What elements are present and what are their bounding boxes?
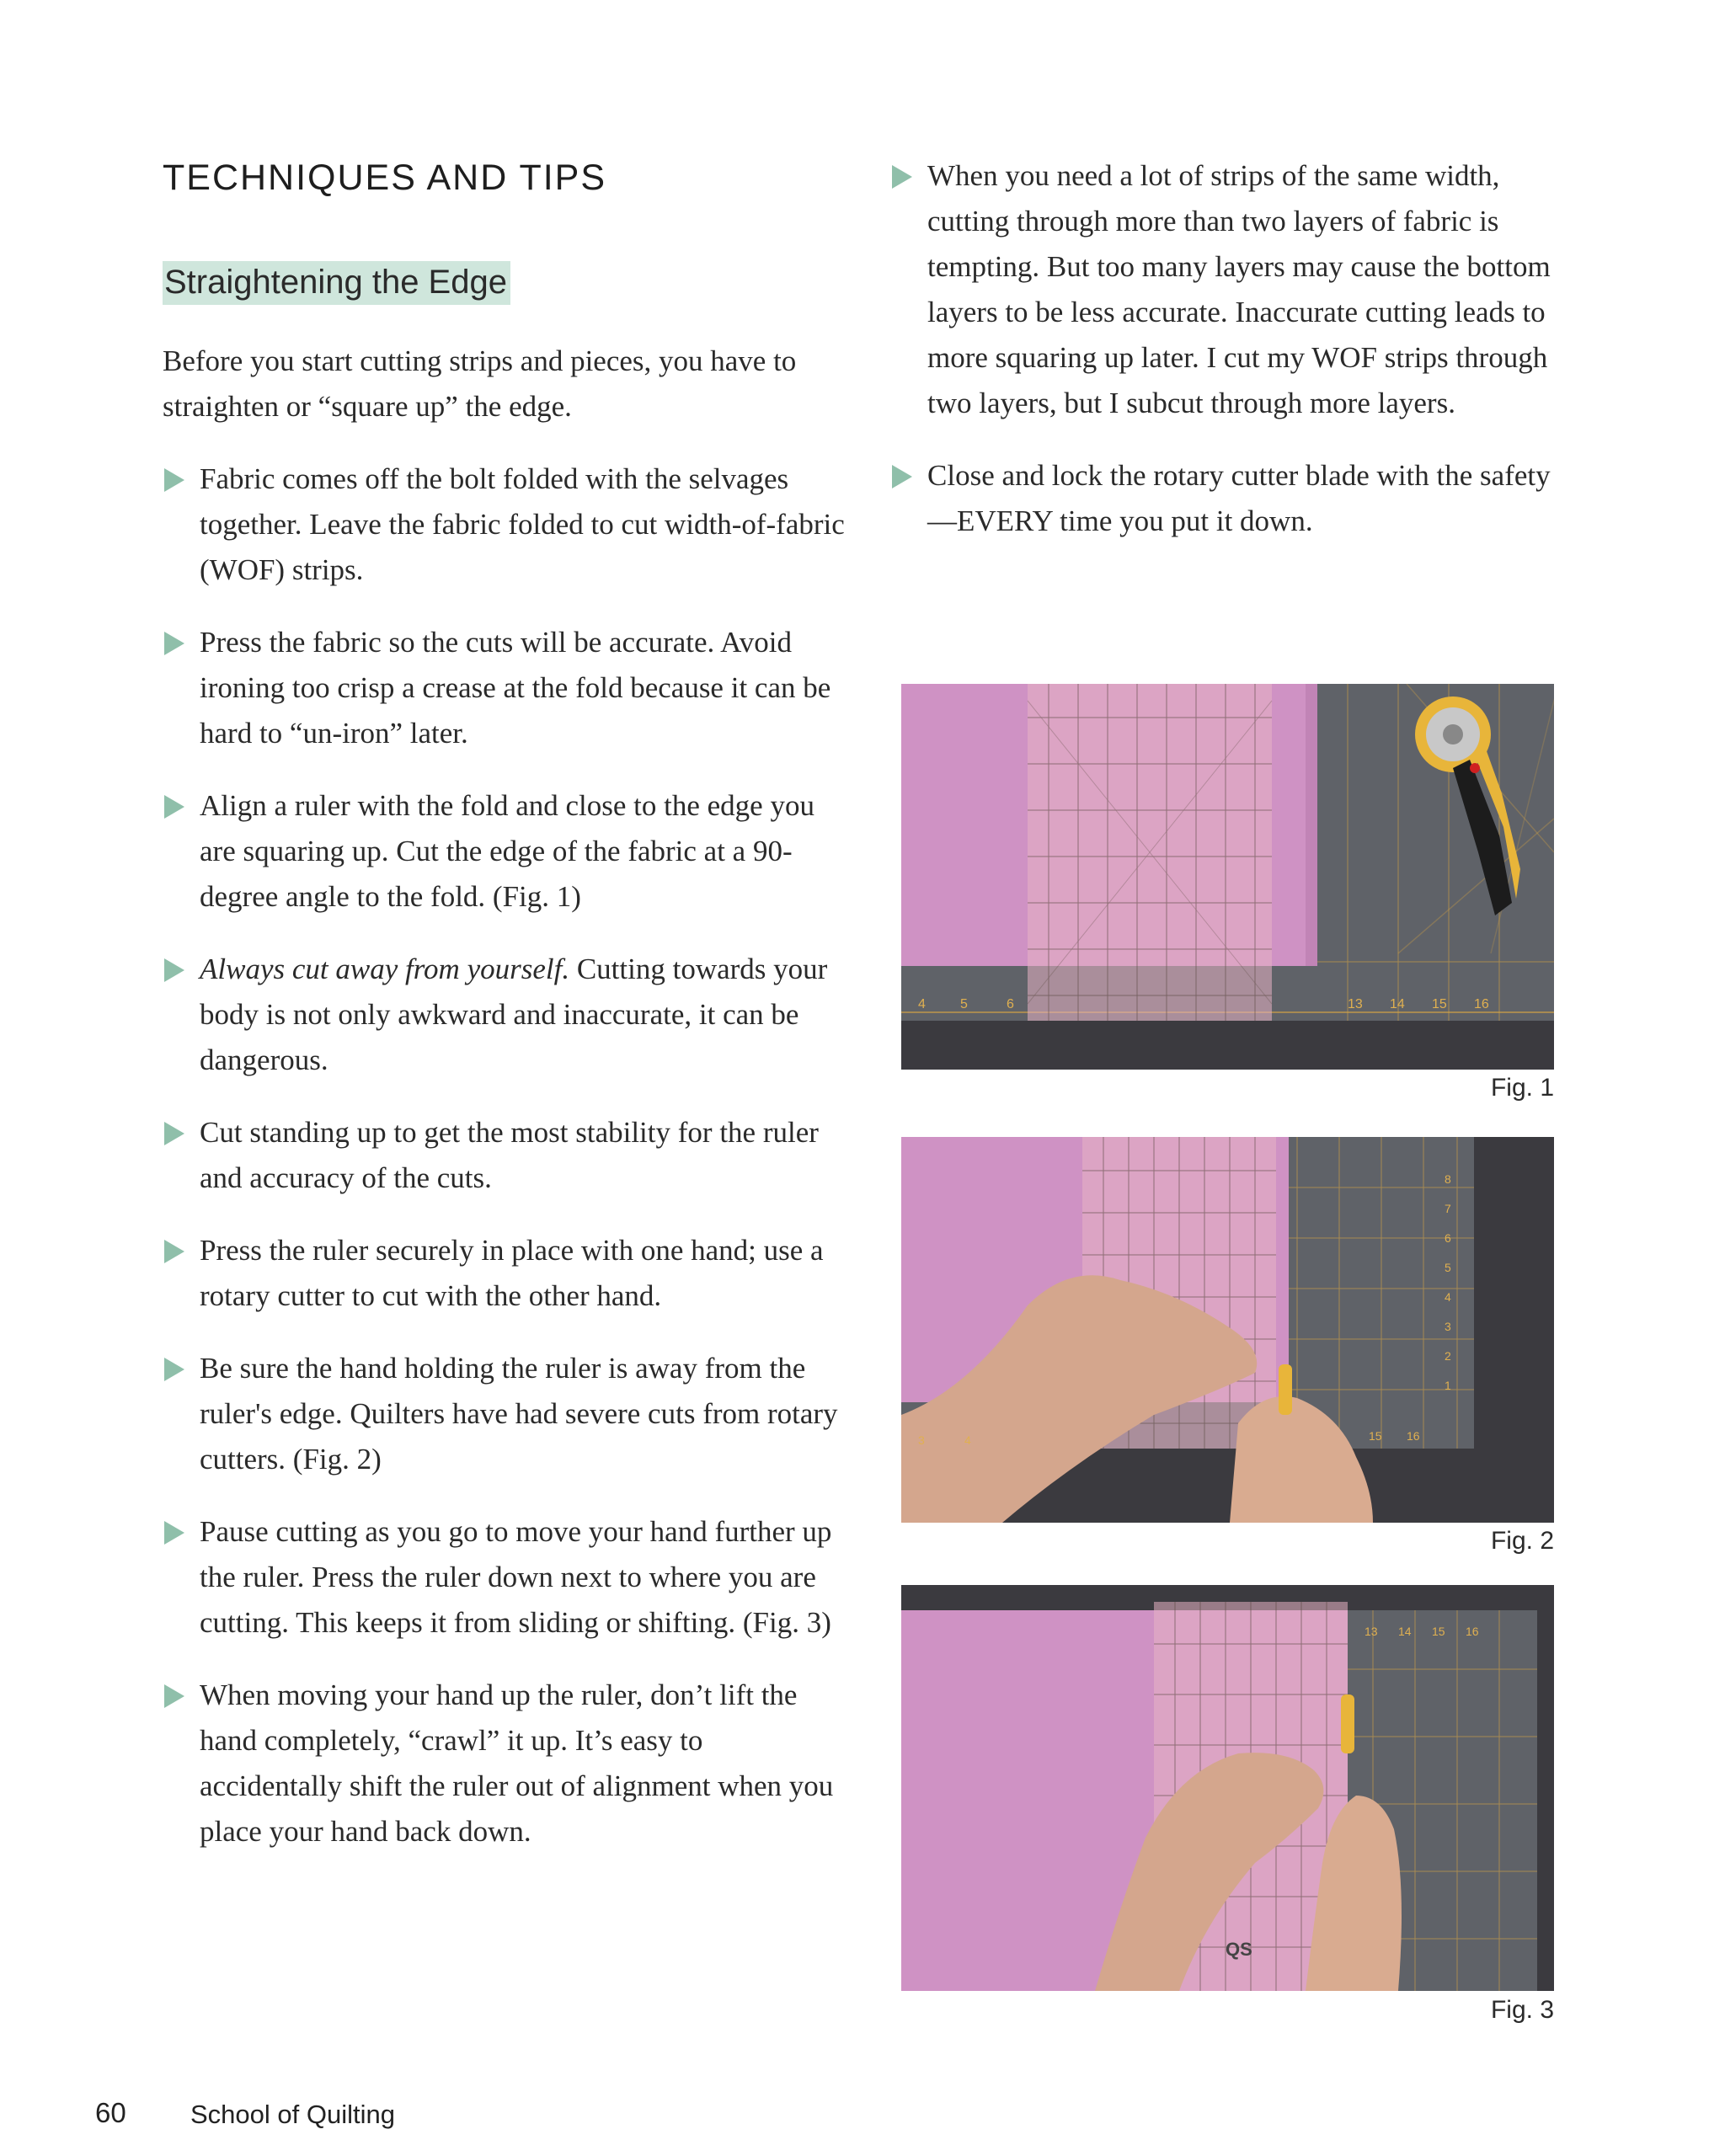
intro-paragraph: Before you start cutting strips and pieces, you have to straighten or “square up” the edge. (163, 344, 797, 423)
bullet-text: Be sure the hand holding the ruler is away from the ruler's edge. Quilters have had severe cuts from rotary cutters. (Fig. 2) (200, 1352, 838, 1476)
bullet-item (163, 1346, 845, 1482)
bullet-text: Close and lock the rotary cutter blade with the safety—EVERY time you put it down. (927, 459, 1551, 537)
figure-2-photo (901, 1137, 1554, 1523)
rotary-cutter (1279, 1364, 1292, 1415)
figure-3-caption: Fig. 3 (1490, 1996, 1554, 2024)
bullet-text: Align a ruler with the fold and close to the edge you are squaring up. Cut the edge of the fabric at a 90-degree angle to the fold. (Fig. 1) (200, 789, 814, 913)
mat-number: 6 (1445, 1231, 1451, 1245)
mat-number: 15 (1369, 1429, 1382, 1443)
mat-number: 3 (918, 1433, 925, 1447)
bullet-item (163, 947, 845, 1083)
bullet-arrow-icon (164, 958, 184, 982)
bullet-item (163, 783, 845, 920)
bullet-arrow-icon (164, 1521, 184, 1545)
mat-number: 3 (1445, 1320, 1451, 1333)
bullet-item (890, 453, 1564, 544)
mat-number: 14 (1390, 997, 1405, 1011)
mat-number: 8 (1445, 1172, 1451, 1186)
bullet-arrow-icon (164, 1122, 184, 1145)
mat-number: 2 (1445, 1349, 1451, 1363)
subheading: Straightening the Edge (163, 261, 510, 305)
mat-number: 13 (1365, 1625, 1378, 1638)
mat-number: 16 (1474, 997, 1489, 1011)
bullet-arrow-icon (164, 1358, 184, 1381)
mat-number: 14 (1398, 1625, 1412, 1638)
mat-number: 4 (964, 1433, 971, 1447)
mat-number: 15 (1432, 997, 1447, 1011)
bullet-arrow-icon (164, 1684, 184, 1708)
bullet-text: When you need a lot of strips of the same width, cutting through more than two layers of fabric is tempting. But too many layers may cause the bottom layers to be less accurate. Inaccurate cutting leads to more squaring up later. I cut my WOF strips through two layers, but I subcut through more layers. (927, 159, 1551, 419)
mat-number: 16 (1407, 1429, 1420, 1443)
mat-number: 16 (1466, 1625, 1479, 1638)
mat-number: 7 (1445, 1202, 1451, 1215)
mat-number: 1 (1445, 1379, 1451, 1392)
bullet-arrow-icon (164, 1240, 184, 1263)
bullet-text: Press the ruler securely in place with one hand; use a rotary cutter to cut with the other hand. (200, 1234, 824, 1312)
bullet-arrow-icon (164, 468, 184, 492)
mat-number: 13 (1348, 997, 1363, 1011)
bullet-emphasis: Always cut away from yourself. (200, 953, 570, 985)
bullet-item (163, 1673, 845, 1854)
book-title: School of Quilting (190, 2100, 395, 2129)
mat-number: 5 (1445, 1261, 1451, 1274)
mat-number: 15 (1432, 1625, 1445, 1638)
bullet-text: Fabric comes off the bolt folded with the selvages together. Leave the fabric folded to cut width-of-fabric (WOF) strips. (200, 462, 845, 586)
figure-2-caption: Fig. 2 (1490, 1527, 1554, 1555)
section-heading: TECHNIQUES AND TIPS (163, 157, 607, 198)
bullet-text: Press the fabric so the cuts will be accurate. Avoid ironing too crisp a crease at the fold because it can be hard to “un-iron” later. (200, 626, 831, 750)
page-number: 60 (95, 2097, 126, 2128)
left-column (163, 339, 845, 1881)
bullet-list-right (890, 153, 1564, 544)
bullet-item (163, 620, 845, 756)
mat-number: 4 (918, 997, 926, 1011)
rotary-cutter (1341, 1694, 1354, 1753)
bullet-item (163, 1110, 845, 1201)
ruler-logo: QS (1226, 1939, 1252, 1960)
bullet-list-left (163, 456, 845, 1854)
bullet-text: Pause cutting as you go to move your hand further up the ruler. Press the ruler down next to where you are cutting. This keeps it from sliding or shifting. (Fig. 3) (200, 1515, 832, 1639)
right-column (890, 153, 1564, 571)
figure-3-photo (901, 1585, 1554, 1991)
mat-number: 6 (1007, 997, 1014, 1011)
bullet-arrow-icon (164, 795, 184, 819)
bullet-text: Cutting towards your body is not only awkward and inaccurate, it can be dangerous. (200, 953, 828, 1076)
bullet-arrow-icon (164, 632, 184, 655)
bullet-item (163, 1509, 845, 1646)
bullet-text: Cut standing up to get the most stability for the ruler and accuracy of the cuts. (200, 1116, 819, 1194)
bullet-text: When moving your hand up the ruler, don’t lift the hand completely, “crawl” it up. It’s easy to accidentally shift the ruler out of alignment when you place your hand back down. (200, 1678, 834, 1848)
bullet-arrow-icon (892, 165, 912, 189)
bullet-item (163, 456, 845, 593)
bullet-item (163, 1228, 845, 1319)
bullet-arrow-icon (892, 465, 912, 488)
mat-number: 5 (960, 997, 968, 1011)
mat-number: 4 (1445, 1290, 1451, 1304)
bullet-item (890, 153, 1564, 426)
figure-1-photo (901, 684, 1554, 1070)
figure-1-caption: Fig. 1 (1490, 1074, 1554, 1102)
